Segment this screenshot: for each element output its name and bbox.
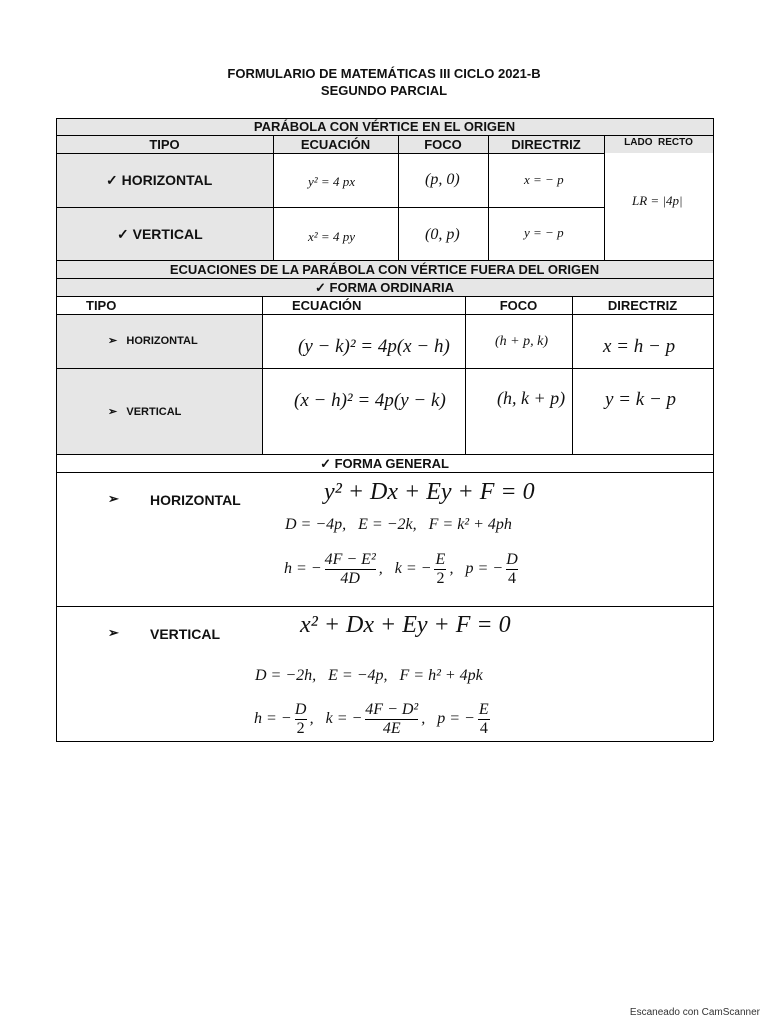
k-numerator: E xyxy=(435,550,446,568)
section1-row-horizontal-foco: (p, 0) xyxy=(425,171,460,188)
section3-horizontal-bullet: ➢ xyxy=(108,491,119,506)
section1-col-ecuacion: ECUACIÓN xyxy=(300,137,371,152)
section2-row-horizontal-ecuacion: (y − k)² = 4p(x − h) xyxy=(298,336,450,357)
document-title: FORMULARIO DE MATEMÁTICAS III CICLO 2021-B xyxy=(227,66,541,81)
scanner-watermark: Escaneado con CamScanner xyxy=(629,1007,760,1018)
p-denominator: 4 xyxy=(479,719,488,737)
section3-vertical-bullet: ➢ xyxy=(108,625,119,640)
p-numerator: D xyxy=(506,550,518,568)
section1-row-vertical-directriz: y = − p xyxy=(524,225,564,240)
section1-col-lado-recto: LADO RECTO xyxy=(624,137,693,148)
section3-vertical-vars xyxy=(254,697,493,741)
section3-horizontal-vars xyxy=(284,546,521,592)
section2-col-foco: FOCO xyxy=(499,298,538,313)
section3-horizontal-coefs: D = −4p, E = −2k, F = k² + 4ph xyxy=(285,516,512,533)
section2-col-directriz: DIRECTRIZ xyxy=(607,298,678,313)
h-numerator: D xyxy=(294,700,307,718)
section3-vertical-main-eq: x² + Dx + Ey + F = 0 xyxy=(300,612,511,638)
k-prefix: , k = − xyxy=(309,710,363,727)
h-prefix: h = − xyxy=(254,710,292,727)
section1-row-horizontal-tipo: ✓ HORIZONTAL xyxy=(106,172,213,188)
section2-row-horizontal-tipo: ➢ HORIZONTAL xyxy=(108,335,198,347)
section2-row-vertical-foco: (h, k + p) xyxy=(497,388,566,408)
document-subtitle: SEGUNDO PARCIAL xyxy=(320,83,448,98)
section3-vertical-label: VERTICAL xyxy=(150,626,220,642)
section2-title: ECUACIONES DE LA PARÁBOLA CON VÉRTICE FUERA DEL ORIGEN xyxy=(169,262,600,277)
k-denominator: 4E xyxy=(382,719,401,737)
h-denominator: 2 xyxy=(296,719,305,737)
section1-row-vertical-tipo: ✓ VERTICAL xyxy=(117,226,203,242)
h-denominator: 4D xyxy=(340,569,360,587)
h-numerator: 4F − E² xyxy=(324,550,376,568)
k-prefix: , k = − xyxy=(378,560,432,577)
section3-horizontal-label: HORIZONTAL xyxy=(150,492,241,508)
section2-row-vertical-directriz: y = k − p xyxy=(605,389,677,410)
p-denominator: 4 xyxy=(508,569,517,587)
section2-row-horizontal-foco: (h + p, k) xyxy=(495,334,548,349)
p-numerator: E xyxy=(478,700,489,718)
section2-col-ecuacion: ECUACIÓN xyxy=(292,298,362,313)
k-numerator: 4F − D² xyxy=(365,700,419,718)
section1-row-vertical-foco: (0, p) xyxy=(425,226,460,243)
section3-title: ✓ FORMA GENERAL xyxy=(320,456,449,471)
k-denominator: 2 xyxy=(436,569,445,587)
lado-recto-formula: LR = |4p| xyxy=(632,193,683,208)
section1-col-tipo: TIPO xyxy=(149,137,180,152)
section2-row-vertical-ecuacion: (x − h)² = 4p(y − k) xyxy=(294,390,446,411)
section3-vertical-coefs: D = −2h, E = −4p, F = h² + 4pk xyxy=(255,667,483,684)
section1-row-horizontal-directriz: x = − p xyxy=(524,172,564,187)
section1-title: PARÁBOLA CON VÉRTICE EN EL ORIGEN xyxy=(253,119,516,134)
section1-row-vertical-ecuacion: x² = 4 py xyxy=(308,229,355,244)
p-prefix: , p = − xyxy=(421,710,475,727)
section1-col-foco: FOCO xyxy=(424,137,462,152)
section1-row-horizontal-ecuacion: y² = 4 px xyxy=(308,174,355,189)
section2-row-horizontal-directriz: x = h − p xyxy=(603,336,676,357)
p-prefix: , p = − xyxy=(449,560,504,577)
section2-col-tipo: TIPO xyxy=(86,298,117,313)
section1-col-directriz: DIRECTRIZ xyxy=(511,137,581,152)
h-prefix: h = − xyxy=(284,560,322,577)
section3-horizontal-main-eq: y² + Dx + Ey + F = 0 xyxy=(324,479,535,505)
section2-row-vertical-tipo: ➢ VERTICAL xyxy=(108,406,182,418)
section2-subtitle: ✓ FORMA ORDINARIA xyxy=(315,280,454,295)
